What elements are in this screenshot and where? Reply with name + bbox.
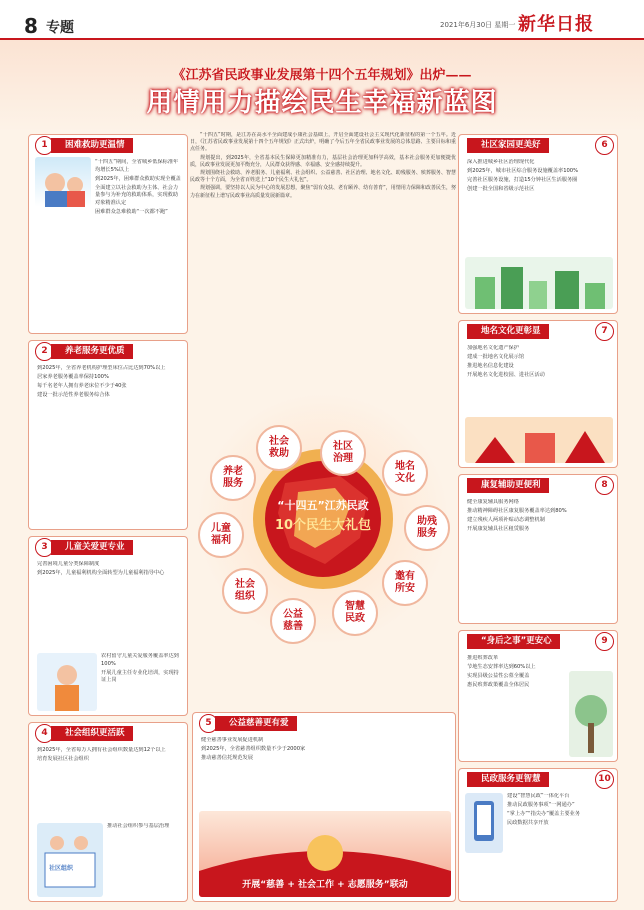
box-illustration [569, 671, 613, 757]
box-title: 民政服务更智慧 [467, 772, 549, 787]
box-illustration [37, 823, 103, 897]
box-text: 推动社会组织参与基层治理 [107, 823, 170, 829]
charity-slogan: 开展“慈善 + 社会工作 + 志愿服务”联动 [242, 880, 408, 890]
page-header [0, 0, 644, 40]
box-elderly [28, 340, 188, 530]
center-line1: “十四五”江苏民政 [277, 499, 369, 512]
box-children [28, 536, 188, 716]
box-number: 5 [199, 714, 218, 733]
box-title: 社区家园更美好 [467, 138, 549, 153]
article-paragraph: 规划围绕社会救助、养老服务、儿童福利、社会组织、公益慈善、社区治理、地名文化、助残服务、殡葬服务、智慧民政等十个方面，为全省百姓送上“10个民生大礼包”。 [190, 170, 456, 184]
circle-place-names: 地名文化 [382, 450, 428, 496]
circle-smart: 智慧民政 [332, 590, 378, 636]
box-number: 10 [595, 770, 614, 789]
circle-disability: 助残服务 [404, 505, 450, 551]
box-illustration [465, 257, 613, 309]
box-text: 推进殡葬改革 节地生态安葬率达到60%以上 实现县级公益性公墓全覆盖 惠民殡葬政策覆盖全体居民 [467, 655, 536, 689]
box-social-org [28, 722, 188, 902]
box-illustration [465, 793, 503, 853]
box-number: 1 [35, 136, 54, 155]
box-illustration-label: 社区组织 [49, 865, 74, 872]
section-name: 专题 [46, 20, 74, 36]
box-number: 7 [595, 322, 614, 341]
circle-elderly: 养老服务 [210, 455, 256, 501]
box-text: 加强地名文化遗产保护 建成一批地名文化展示馆 推进地名信息化建设 开展地名文化进校园、进社区活动 [467, 345, 545, 379]
box-text: 建设“智慧民政”一体化平台 推动民政服务事项“一网通办” “掌上办”“指尖办”覆盖主要业务 民政数据共享开放 [507, 793, 581, 827]
box-title: 地名文化更彰显 [467, 324, 549, 339]
box-text: “十四五”期间，全省城乡低保标准年均增长5%以上 到2025年，困难群众救助实现全覆盖 全面建立以社会救助为主体、社会力量参与为补充的救助体系，实现救助对象精准认定 困难群众急难救助“一次都不跑” [95, 159, 181, 216]
article-paragraph: 规划提出，到2025年，全省基本民生保障更加精准有力，基层社会治理更加科学高效，基本社会服务更加便捷优质，民政事业发展更加平衡充分，人民群众获得感、幸福感、安全感持续提升。 [190, 154, 456, 168]
box-illustration [37, 653, 97, 711]
box-illustration [199, 811, 451, 897]
circle-community: 社区治理 [320, 430, 366, 476]
box-text: 到2025年，全省养老机构护理型床位占比达到70%以上 居家养老服务覆盖率保持100% 每千名老年人拥有养老床位不少于40张 建设一批示范性养老服务综合体 [37, 365, 166, 399]
box-title: 养老服务更优质 [51, 344, 133, 359]
box-title: 儿童关爱更专业 [51, 540, 133, 555]
box-charity [192, 712, 456, 902]
issue-date: 2021年6月30日 星期一 [440, 21, 516, 29]
box-title: 康复辅助更便利 [467, 478, 549, 493]
box-smart [458, 768, 618, 902]
circle-child: 儿童福利 [198, 512, 244, 558]
page-number: 8 [24, 14, 38, 38]
box-text: 农村留守儿童关爱服务覆盖率达到100% 开展儿童主任专业化培训，实现持证上岗 [101, 653, 179, 684]
box-text: 深入推进城乡社区治理现代化 到2025年，城市社区综合服务设施覆盖率100% 完善社区服务设施，打造15分钟社区生活服务圈 创建一批全国和省级示范社区 [467, 159, 579, 193]
box-relief [28, 134, 188, 334]
box-title: 公益慈善更有爱 [215, 716, 297, 731]
box-number: 3 [35, 538, 54, 557]
box-title: 社会组织更活跃 [51, 726, 133, 741]
box-text: 完善困境儿童分类保障制度 到2025年，儿童福利机构全面转型为儿童福利指导中心 [37, 561, 165, 577]
circle-funeral: 邀有所安 [382, 560, 428, 606]
main-title: 用情用力描绘民生幸福新蓝图 [146, 88, 498, 118]
box-title: 困难救助更温情 [51, 138, 133, 153]
box-community [458, 134, 618, 314]
box-number: 6 [595, 136, 614, 155]
box-place-names [458, 320, 618, 468]
box-number: 9 [595, 632, 614, 651]
main-article [190, 132, 456, 390]
subtitle: 《江苏省民政事业发展第十四个五年规划》出炉—— [172, 68, 472, 83]
box-title: “身后之事”更安心 [467, 634, 560, 649]
circle-relief: 社会救助 [256, 425, 302, 471]
box-text: 健全慈善事业发展促进机制 到2025年，全省慈善组织数量不少于2000家 推动慈善信托规范发展 [201, 737, 306, 762]
box-illustration [35, 157, 91, 207]
box-number: 8 [595, 476, 614, 495]
box-illustration [465, 417, 613, 463]
center-line2: 10个民生大礼包 [274, 518, 372, 533]
box-funeral [458, 630, 618, 762]
box-rehab [458, 474, 618, 624]
box-number: 2 [35, 342, 54, 361]
box-number: 4 [35, 724, 54, 743]
circle-social-org: 社会组织 [222, 568, 268, 614]
box-text: 到2025年，全省每万人拥有社会组织数量达到12个以上 培育发展社区社会组织 [37, 747, 166, 763]
circle-charity: 公益慈善 [270, 598, 316, 644]
newspaper-logo: 新华日报 [518, 14, 594, 35]
article-paragraph: “十四五”时期，是江苏在高水平全面建成小康社会基础上，开启全面建设社会主义现代化新征程的第一个五年。近日，《江苏省民政事业发展第十四个五年规划》正式出炉，明确了今后五年全省民政事业发展的总体思路、主要目标和重点任务。 [190, 132, 456, 153]
article-paragraph: 规划强调，要坚持以人民为中心的发展思想，聚焦“弱有众扶、老有颐养、幼有善育”，用情用力保障和改善民生，努力在新征程上谱写民政事业高质量发展新篇章。 [190, 185, 456, 199]
box-text: 健全康复辅具服务网络 推动精神障碍社区康复服务覆盖率达到80% 建立残疾人两项补贴动态调整机制 开展康复辅具社区租赁服务 [467, 499, 567, 533]
